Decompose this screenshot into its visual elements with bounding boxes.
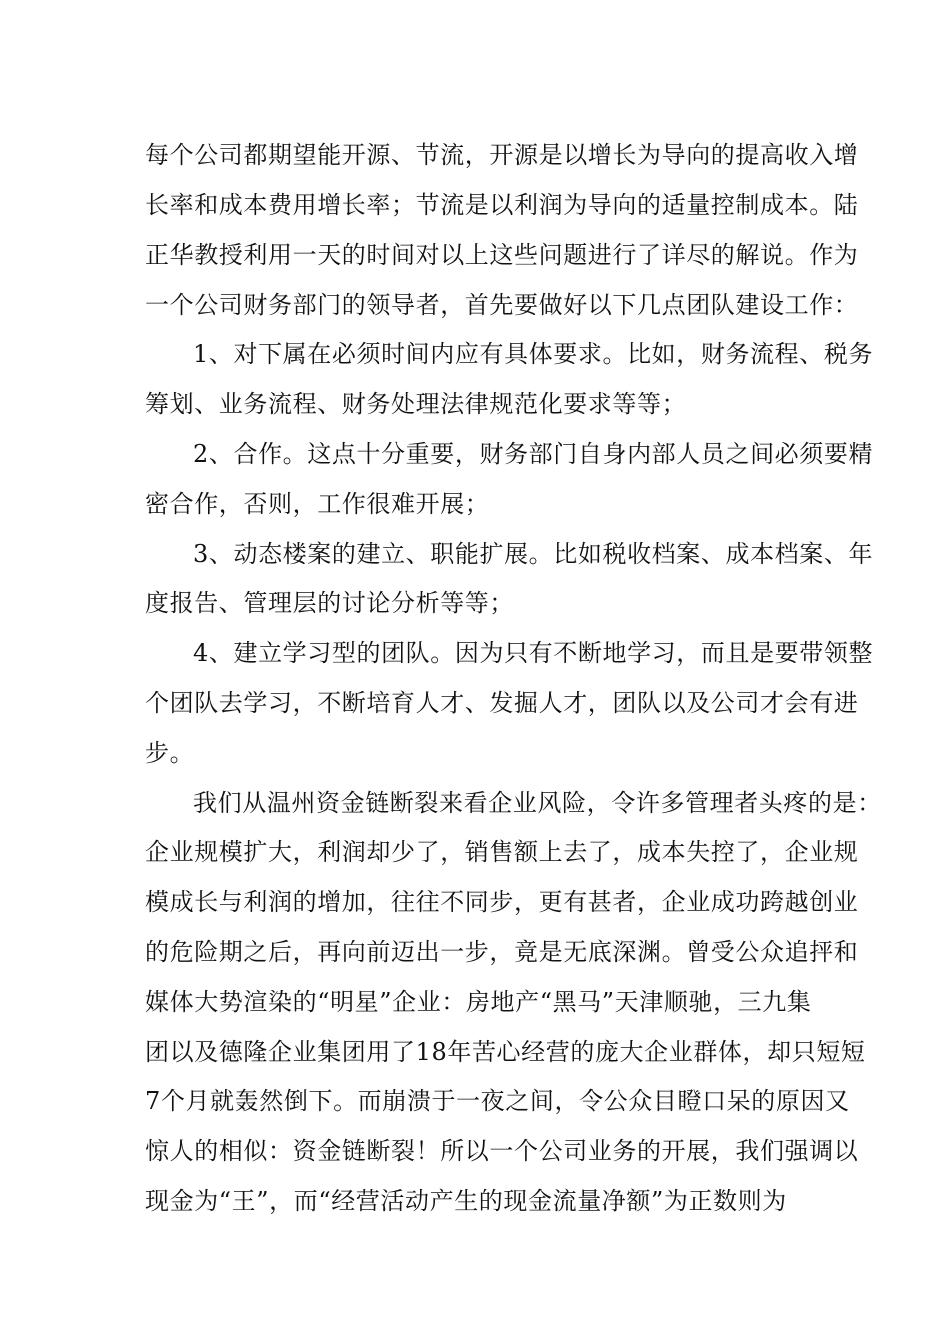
text-line: 1、对下属在必须时间内应有具体要求。比如，财务流程、税务 <box>193 340 874 368</box>
text-line: 的危险期之后，再向前迈出一步，竟是无底深渊。曾受公众追抨和 <box>145 938 859 966</box>
text-line: 筹划、业务流程、财务处理法律规范化要求等等； <box>145 390 687 418</box>
text-line: 正华教授利用一天的时间对以上这些问题进行了详尽的解说。作为 <box>145 241 859 269</box>
text-line: 步。 <box>145 739 195 767</box>
text-line: 现金为“王”，而“经营活动产生的现金流量净额”为正数则为 <box>145 1187 787 1215</box>
text-line: 惊人的相似：资金链断裂！所以一个公司业务的开展，我们强调以 <box>145 1137 859 1165</box>
text-line: 一个公司财务部门的领导者，首先要做好以下几点团队建设工作： <box>145 291 859 319</box>
text-line: 长率和成本费用增长率；节流是以利润为导向的适量控制成本。陆 <box>145 191 859 219</box>
text-line: 个团队去学习，不断培育人才、发掘人才，团队以及公司才会有进 <box>145 689 859 717</box>
text-line: 媒体大势渲染的“明星”企业：房地产“黑马”天津顺驰，三九集 <box>145 988 812 1016</box>
text-line: 我们从温州资金链断裂来看企业风险，令许多管理者头疼的是： <box>193 789 882 817</box>
text-line: 3、动态楼案的建立、职能扩展。比如税收档案、成本档案、年 <box>193 540 874 568</box>
text-line: 密合作，否则，工作很难开展； <box>145 490 490 518</box>
text-line: 度报告、管理层的讨论分析等等； <box>145 589 514 617</box>
text-line: 企业规模扩大，利润却少了，销售额上去了，成本失控了，企业规 <box>145 838 859 866</box>
text-line: 7个月就轰然倒下。而崩溃于一夜之间，令公众目瞪口呆的原因又 <box>145 1087 850 1115</box>
text-line: 每个公司都期望能开源、节流，开源是以增长为导向的提高收入增 <box>145 141 859 169</box>
text-line: 团以及德隆企业集团用了18年苦心经营的庞大企业群体，却只短短 <box>145 1038 866 1066</box>
text-line: 4、建立学习型的团队。因为只有不断地学习，而且是要带领整 <box>193 639 874 667</box>
text-line: 2、合作。这点十分重要，财务部门自身内部人员之间必须要精 <box>193 440 874 468</box>
text-line: 模成长与利润的增加，往往不同步，更有甚者，企业成功跨越创业 <box>145 888 859 916</box>
